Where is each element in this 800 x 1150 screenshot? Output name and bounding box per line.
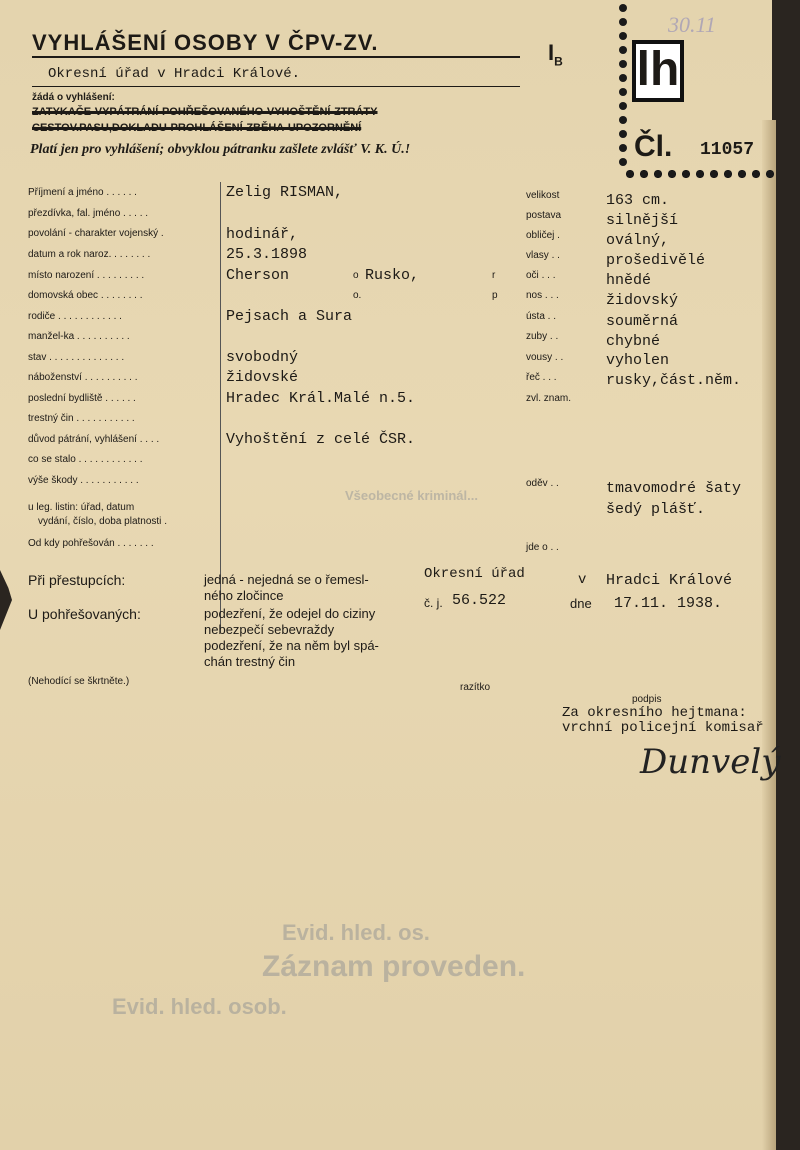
- field-label: datum a rok naroz. . . . . . . .: [28, 249, 151, 260]
- field-label: poslední bydliště . . . . . .: [28, 393, 136, 404]
- value-speech: rusky,část.něm.: [606, 372, 742, 389]
- issuer-city: Hradci Králové: [606, 572, 733, 589]
- faint-stamp-text: Všeobecné kriminál...: [345, 488, 478, 503]
- field-label: místo narození . . . . . . . . .: [28, 270, 145, 281]
- perforation-column: [619, 4, 627, 172]
- right-label: nos . . .: [526, 290, 559, 301]
- region-o: o: [353, 270, 359, 281]
- document-title: VYHLÁŠENÍ OSOBY V ČPV-ZV.: [32, 30, 379, 55]
- leg-label-2: vydání, číslo, doba platnosti .: [38, 516, 167, 527]
- faint-stamp-line-1: Evid. hled. os.: [282, 920, 430, 945]
- value-reason: Vyhoštění z celé ČSR.: [226, 431, 416, 448]
- right-label: zvl. znam.: [526, 393, 572, 404]
- ib-mark: $I_B$: [548, 40, 563, 69]
- region-r: r: [492, 270, 496, 281]
- office-line: Okresní úřad v Hradci Králové.: [48, 66, 301, 82]
- field-label: Příjmení a jméno . . . . . .: [28, 187, 137, 198]
- value-beard: vyholen: [606, 352, 670, 369]
- stamp-label: razítko: [460, 682, 491, 693]
- right-label: oči . . .: [526, 270, 556, 281]
- cl-label: Čl.: [634, 130, 673, 163]
- column-rule: [220, 182, 221, 632]
- since-label: Od kdy pohřešován . . . . . . .: [28, 538, 154, 549]
- request-label: žádá o vyhlášení:: [32, 92, 115, 103]
- field-label: výše škody . . . . . . . . . . .: [28, 475, 139, 486]
- offence-text-2c: podezření, že na něm byl spá-: [204, 638, 379, 653]
- category-line-2: CESTOV.PASU,DOKLADU-PROHLÁŠENÍ-ZBĚHA-UPOZORNĚNÍ: [32, 122, 362, 134]
- clothes-line-1: tmavomodré šaty: [606, 480, 742, 497]
- value-nose: židovský: [606, 292, 679, 309]
- value-face: oválný,: [606, 232, 670, 249]
- title-underline: [32, 56, 520, 58]
- right-label: zuby . .: [526, 331, 559, 342]
- date-label: dne: [570, 596, 592, 611]
- value-eyes: hnědé: [606, 272, 652, 289]
- value-religion: židovské: [226, 369, 299, 386]
- right-label: velikost: [526, 190, 560, 201]
- region-p: p: [492, 290, 498, 301]
- right-label: vousy . .: [526, 352, 564, 363]
- value-residence: Hradec Král.Malé n.5.: [226, 390, 416, 407]
- goes-label: jde o . .: [526, 542, 559, 553]
- value-birthplace: Cherson: [226, 267, 290, 284]
- torn-edge: [772, 0, 800, 1150]
- right-label: postava: [526, 210, 562, 221]
- value-teeth: chybné: [606, 333, 661, 350]
- field-label: stav . . . . . . . . . . . . . .: [28, 352, 125, 363]
- offence-label-2: U pohřešovaných:: [28, 606, 141, 622]
- value-birthdate: 25.3.1898: [226, 246, 308, 263]
- leg-label-1: u leg. listin: úřad, datum: [28, 502, 135, 513]
- instruction-note: Platí jen pro vyhlášení; obvyklou pátranku zašlete zvlášť V. K. Ú.!: [30, 142, 411, 157]
- faint-stamp-line-3: Evid. hled. osob.: [112, 994, 287, 1019]
- offence-text-1b: ného zločince: [204, 588, 284, 603]
- value-height: 163 cm.: [606, 192, 670, 209]
- field-label: trestný čin . . . . . . . . . . .: [28, 413, 135, 424]
- value-status: svobodný: [226, 349, 299, 366]
- field-label: náboženství . . . . . . . . . .: [28, 372, 138, 383]
- value-mouth: souměrná: [606, 313, 679, 330]
- category-line-1: ZATYKAČE-VYPÁTRÁNÍ-POHŘEŠOVANÉHO-VYHOŠTĚNÍ-ZTRÁTY: [32, 106, 378, 118]
- paper-edge-shadow: [762, 120, 776, 1150]
- right-label: řeč . . .: [526, 372, 557, 383]
- field-label: domovská obec . . . . . . . .: [28, 290, 143, 301]
- region-o2: o.: [353, 290, 362, 301]
- field-label: manžel-ka . . . . . . . . . .: [28, 331, 130, 342]
- field-label: povolání - charakter vojenský .: [28, 228, 164, 239]
- handwritten-signature: Dunvelý: [640, 742, 781, 782]
- office-underline: [32, 86, 520, 87]
- sign-label: podpis: [632, 694, 662, 705]
- offence-text-1a: jedná - nejedná se o řemesl-: [204, 572, 369, 587]
- sign-line-2: vrchní policejní komisař: [562, 720, 764, 736]
- faint-stamp-line-2: Záznam proveden.: [262, 950, 526, 983]
- clothes-line-2: šedý plášť.: [606, 501, 706, 518]
- offence-text-2d: chán trestný čin: [204, 654, 296, 669]
- right-label: ústa . .: [526, 311, 557, 322]
- right-label: obličej .: [526, 230, 560, 241]
- value-hair: prošedivělé: [606, 252, 706, 269]
- clothes-label: oděv . .: [526, 478, 559, 489]
- sign-line-1: Za okresního hejtmana:: [562, 705, 747, 721]
- pencil-note: 30.11: [668, 12, 716, 37]
- offence-label-1: Při přestupcích:: [28, 572, 126, 588]
- issue-date: 17.11. 1938.: [614, 595, 723, 612]
- value-parents: Pejsach a Sura: [226, 308, 353, 325]
- cj-label: č. j.: [424, 596, 443, 610]
- issuer-v: v: [578, 572, 587, 588]
- field-label: důvod pátrání, vyhlášení . . . .: [28, 434, 160, 445]
- value-build: silnější: [606, 212, 679, 229]
- perforation-row: [626, 170, 776, 178]
- field-label: přezdívka, fal. jméno . . . . .: [28, 208, 149, 219]
- cl-number: 11057: [700, 140, 755, 160]
- offence-text-2b: nebezpečí sebevraždy: [204, 622, 335, 637]
- offence-text-2a: podezření, že odejel do ciziny: [204, 606, 376, 621]
- right-label: vlasy . .: [526, 250, 560, 261]
- field-label: rodiče . . . . . . . . . . . .: [28, 311, 122, 322]
- issuer-office: Okresní úřad: [424, 566, 525, 582]
- cj-number: 56.522: [452, 592, 507, 609]
- value-name: Zelig RISMAN,: [226, 184, 344, 201]
- value-occupation: hodinář,: [226, 226, 299, 243]
- strike-note: (Nehodící se škrtněte.): [28, 676, 130, 687]
- value-birth-region: Rusko,: [365, 267, 420, 284]
- field-label: co se stalo . . . . . . . . . . . .: [28, 454, 143, 465]
- lh-logo: lh: [632, 40, 684, 102]
